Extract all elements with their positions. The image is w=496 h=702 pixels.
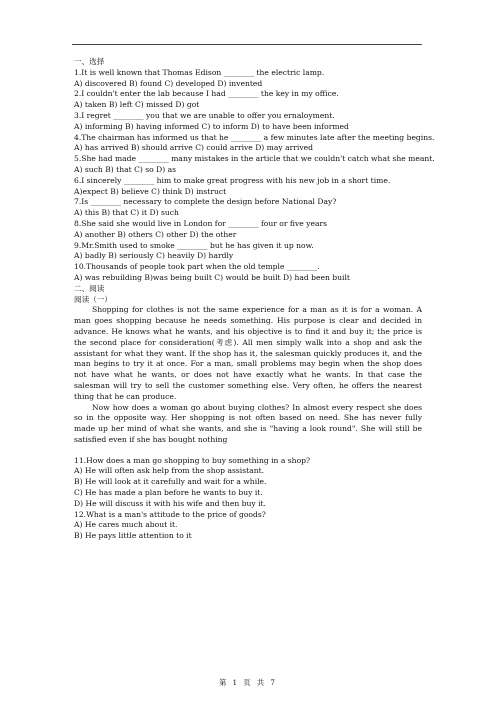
question-line: A) badly B) seriously C) heavily D) hardly <box>74 251 234 261</box>
question-line: A) taken B) left C) missed D) got <box>74 100 200 110</box>
question-line: 10.Thousands of people took part when the old temple ________. <box>74 262 320 272</box>
question-line: A) informing B) having informed C) to inform D) to have been informed <box>74 121 349 131</box>
question-line: A) this B) that C) it D) such <box>74 208 179 218</box>
question-line: 2.I couldn't enter the lab because I had ________ the key in my office. <box>74 89 339 99</box>
reading-question-line: A) He will often ask help from the shop assistant. <box>74 466 265 476</box>
passage-paragraph: Shopping for clothes is not the same experience for a man as it is for a woman. A man goes shopping because he needs something. His purpose is clear and decided in advance. He knows what he wants, and his objective is to find it and buy it; the price is the second place for consideration(考虑). All men simply walk into a shop and ask the assistant for what they want. If the shop has it, the salesman quickly produces it, and the man begins to try it at once. For a man, small problems may begin when the shop does not have what he wants, or does not have exactly what he wants. In that case the salesman will try to sell the customer something else. Very often, he offers the nearest thing that he can produce. <box>74 305 422 401</box>
section-heading-choice: 一、选择 <box>74 57 105 66</box>
header-rule <box>72 44 422 45</box>
question-line: 8.She said she would live in London for ________ four or five years <box>74 218 328 228</box>
reading-question-line: B) He will look at it carefully and wait for a while. <box>74 477 267 487</box>
question-line: 6.I sincerely ________ him to make great progress with his new job in a short time. <box>74 175 391 185</box>
question-line: A) discovered B) found C) developed D) invented <box>74 78 263 88</box>
question-line: 7.Is ________ necessary to complete the design before National Day? <box>74 197 337 207</box>
document-body <box>74 57 435 542</box>
question-line: 4.The chairman has informed us that he ________ a few minutes late after the meeting begins. <box>74 132 435 142</box>
question-line: 9.Mr.Smith used to smoke ________ but he has given it up now. <box>74 240 314 250</box>
reading-question-line: B) He pays little attention to it <box>74 531 192 541</box>
question-list <box>74 67 435 284</box>
passage-paragraph: Now how does a woman go about buying clothes? In almost every respect she does so in the opposite way. Her shopping is not often based on need. She has never fully made up her mind of what she wants, and she is "having a look round". She will still be satisfied even if she has bought nothing <box>74 402 422 444</box>
reading-question-line: 12.What is a man's attitude to the price of goods? <box>74 509 266 519</box>
reading-subheading: 阅读（一） <box>74 294 112 304</box>
question-line: 5.She had made ________ many mistakes in the article that we couldn't catch what she meant. <box>74 154 435 164</box>
spacer <box>74 446 422 456</box>
reading-question-line: A) He cares much about it. <box>74 520 178 530</box>
question-line: A) another B) others C) other D) the other <box>74 229 237 239</box>
question-line: A) such B) that C) so D) as <box>74 164 177 174</box>
question-line: 1.It is well known that Thomas Edison ________ the electric lamp. <box>74 67 325 77</box>
reading-question-line: 11.How does a man go shopping to buy something in a shop? <box>74 455 311 465</box>
question-line: A)expect B) believe C) think D) instruct <box>74 186 227 196</box>
page-footer: 第 1 页 共 7 <box>219 678 277 687</box>
reading-question-line: D) He will discuss it with his wife and then buy it. <box>74 498 266 508</box>
section-heading-reading: 二、阅读 <box>74 283 105 293</box>
question-line: A) has arrived B) should arrive C) could arrive D) may arrived <box>74 143 313 153</box>
question-line: A) was rebuilding B)was being built C) would be built D) had been built <box>74 272 350 282</box>
reading-question-list <box>74 456 422 542</box>
reading-question-line: C) He has made a plan before he wants to buy it. <box>74 488 263 498</box>
question-line: 3.I regret ________ you that we are unable to offer you ernaloyment. <box>74 110 335 120</box>
